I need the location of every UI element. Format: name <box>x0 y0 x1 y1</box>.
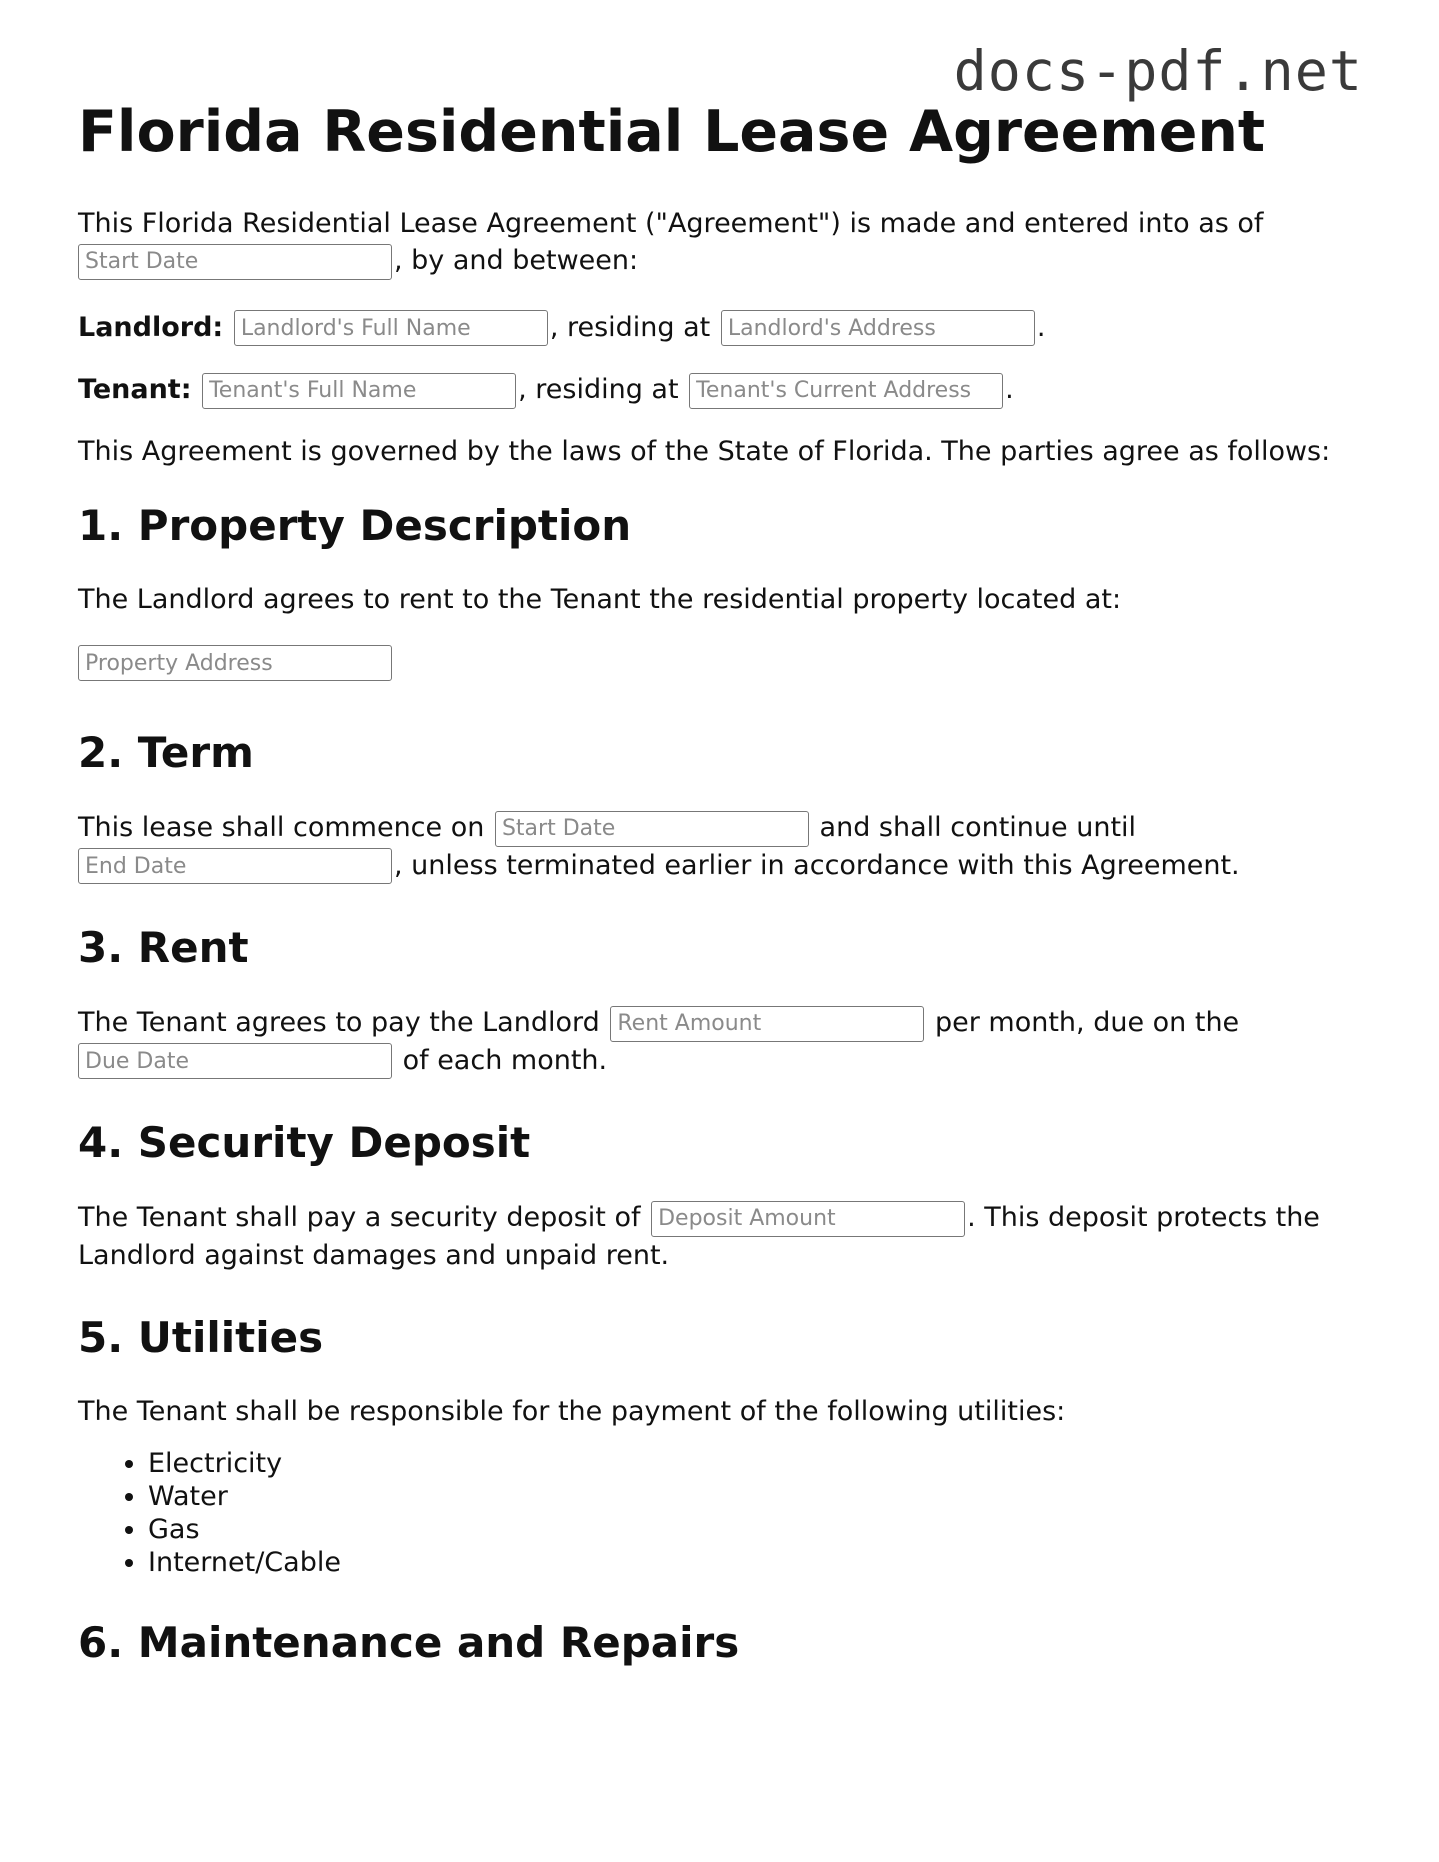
agreement-start-date-field[interactable] <box>78 244 392 280</box>
list-item: • Gas <box>148 1513 1368 1546</box>
section-heading-property: 1. Property Description <box>78 500 632 550</box>
landlord-residing-text: , residing at <box>549 311 711 343</box>
rent-text-after: of each month. <box>402 1044 608 1076</box>
deposit-text-after: . This deposit protects the Landlord against damages and unpaid rent. <box>78 1202 1320 1271</box>
term-text-after: , unless terminated earlier in accordance with this Agreement. <box>394 849 1240 881</box>
rent-due-date-field[interactable] <box>78 1043 392 1079</box>
watermark: docs-pdf.net <box>953 39 1363 103</box>
section-heading-maintenance: 6. Maintenance and Repairs <box>78 1617 740 1667</box>
term-end-date-field[interactable] <box>78 848 392 884</box>
list-item: • Electricity <box>148 1447 1368 1480</box>
term-text-middle: and shall continue until <box>819 812 1137 843</box>
rent-text-before: The Tenant agrees to pay the Landlord <box>78 1007 600 1038</box>
document-title: Florida Residential Lease Agreement <box>78 99 1266 165</box>
deposit-text-before: The Tenant shall pay a security deposit of <box>78 1202 641 1233</box>
governing-law-paragraph: This Agreement is governed by the laws of the State of Florida. The parties agree as follows: <box>78 435 1331 467</box>
tenant-line-end: . <box>1005 374 1014 405</box>
tenant-address-field[interactable] <box>689 373 1003 409</box>
deposit-paragraph <box>78 1199 1368 1274</box>
utilities-paragraph: The Tenant shall be responsible for the payment of the following utilities: <box>78 1395 1066 1427</box>
rent-text-middle: per month, due on the <box>934 1007 1240 1038</box>
section-heading-rent: 3. Rent <box>78 923 249 972</box>
rent-amount-field[interactable] <box>610 1006 924 1042</box>
intro-paragraph <box>78 205 1368 280</box>
property-address-field[interactable] <box>78 645 392 681</box>
document-body <box>78 205 1368 1699</box>
list-item: • Internet/Cable <box>148 1546 1368 1579</box>
intro-text: This Florida Residential Lease Agreement ("Agreement") is made and entered into as of <box>78 208 1264 239</box>
landlord-line <box>78 310 1368 347</box>
tenant-line <box>78 372 1368 409</box>
property-address-wrapper <box>78 645 1368 682</box>
section-heading-utilities: 5. Utilities <box>78 1312 324 1362</box>
tenant-name-field[interactable] <box>202 373 516 409</box>
landlord-line-end: . <box>1036 311 1046 343</box>
rent-paragraph <box>78 1004 1368 1079</box>
intro-text-after: , by and between: <box>394 245 639 276</box>
deposit-amount-field[interactable] <box>651 1201 965 1237</box>
term-paragraph <box>78 809 1368 884</box>
section-heading-deposit: 4. Security Deposit <box>78 1118 531 1167</box>
tenant-label: Tenant: <box>78 374 192 405</box>
list-item: • Water <box>148 1480 1368 1513</box>
section-heading-term: 2. Term <box>78 728 254 777</box>
landlord-name-field[interactable] <box>234 310 548 346</box>
landlord-label: Landlord: <box>78 311 224 343</box>
tenant-residing-text: , residing at <box>518 374 679 405</box>
utilities-list <box>78 1447 1368 1579</box>
property-paragraph: The Landlord agrees to rent to the Tenant the residential property located at: <box>78 583 1122 615</box>
landlord-address-field[interactable] <box>721 310 1035 346</box>
term-start-date-field[interactable] <box>495 811 809 847</box>
term-text-before: This lease shall commence on <box>78 812 485 843</box>
